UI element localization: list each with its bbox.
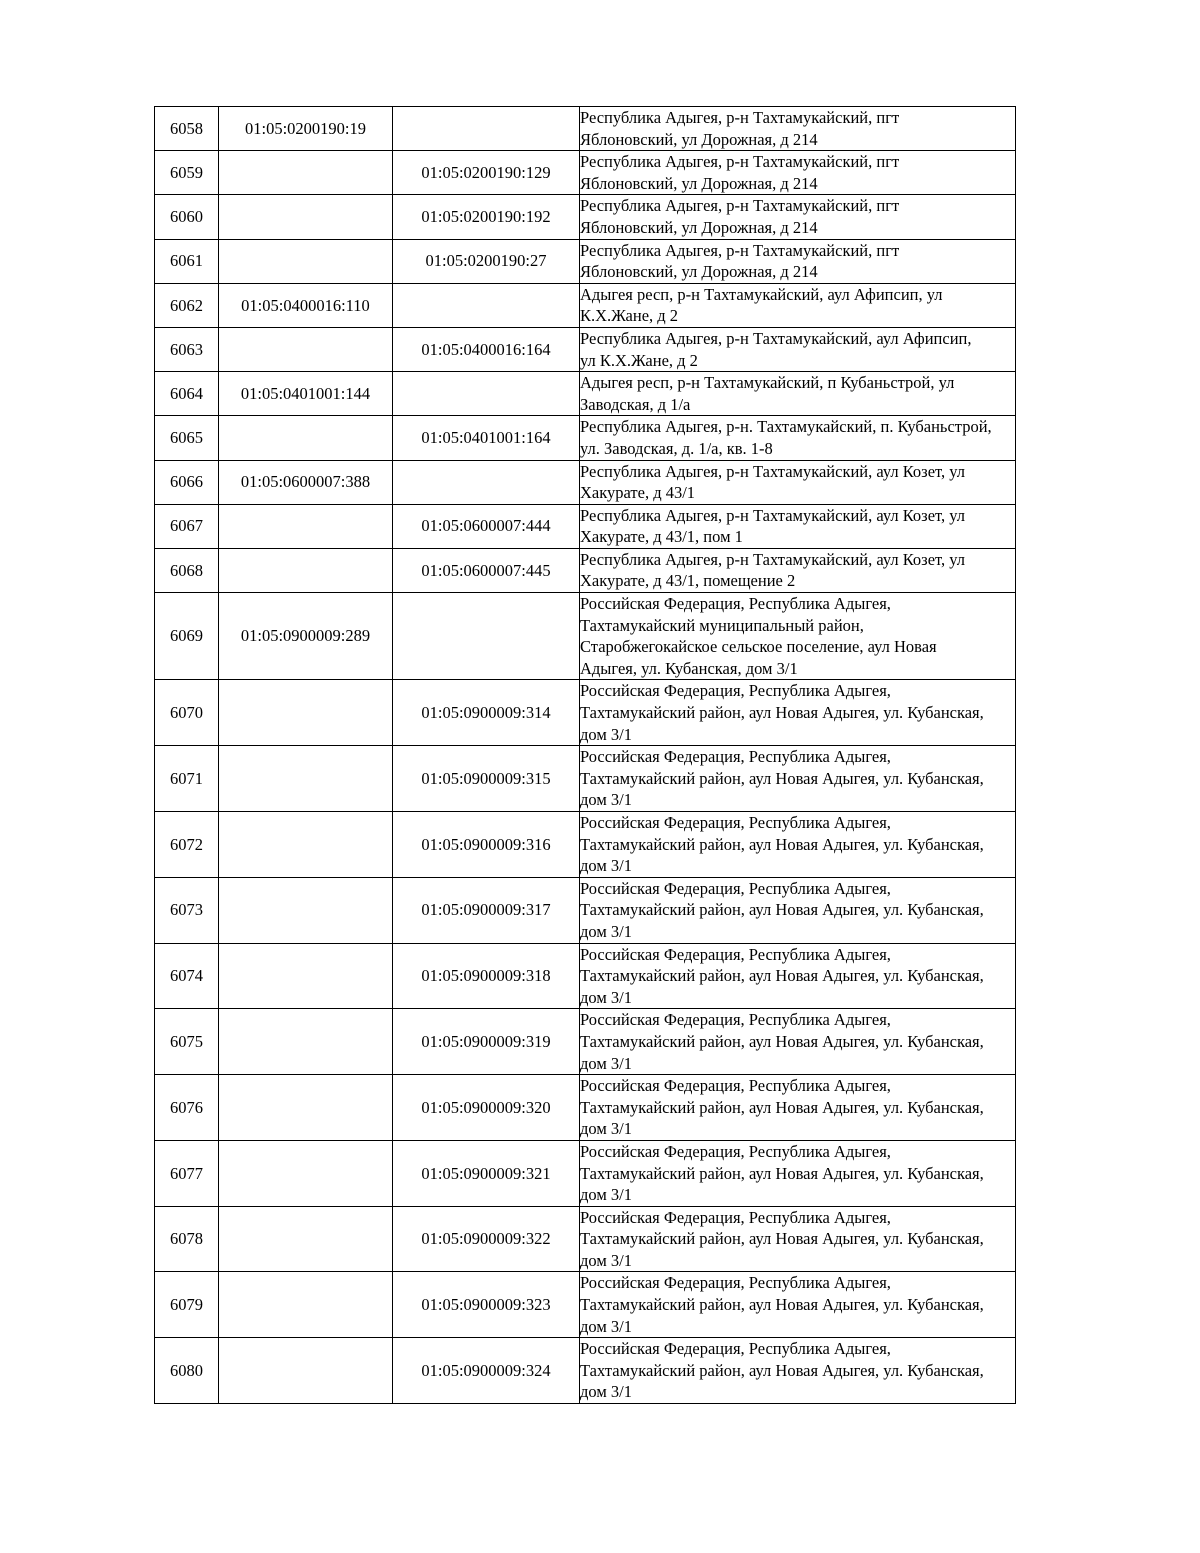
- table-body: [155, 107, 1016, 1404]
- address-line: Адыгея, ул. Кубанская, дом 3/1: [580, 658, 798, 678]
- child-cadastral-number: 01:05:0900009:323: [393, 1272, 580, 1338]
- row-number: 6078: [155, 1206, 219, 1272]
- row-number: 6061: [155, 239, 219, 283]
- address-line: дом 3/1: [580, 1250, 632, 1270]
- address-line: Тахтамукайский район, аул Новая Адыгея, ул. Кубанская,: [580, 1295, 984, 1315]
- row-number: 6077: [155, 1140, 219, 1206]
- address-line: Российская Федерация, Республика Адыгея,: [580, 747, 891, 767]
- parent-cadastral-number: 01:05:0600007:388: [219, 460, 393, 504]
- parent-cadastral-number: [219, 151, 393, 195]
- row-number: 6080: [155, 1338, 219, 1404]
- table-row: [155, 1206, 1016, 1272]
- address-line: дом 3/1: [580, 1119, 632, 1139]
- row-number: 6076: [155, 1075, 219, 1141]
- row-number: 6063: [155, 327, 219, 371]
- address-line: Российская Федерация, Республика Адыгея,: [580, 878, 891, 898]
- address-line: Республика Адыгея, р-н Тахтамукайский, аул Козет, ул: [580, 549, 966, 569]
- address-line: дом 3/1: [580, 1053, 632, 1073]
- child-cadastral-number: 01:05:0600007:444: [393, 504, 580, 548]
- address-cell: [580, 151, 1016, 195]
- address-cell: [580, 548, 1016, 592]
- address-line: Российская Федерация, Республика Адыгея,: [580, 1076, 891, 1096]
- child-cadastral-number: 01:05:0900009:317: [393, 877, 580, 943]
- child-cadastral-number: 01:05:0900009:319: [393, 1009, 580, 1075]
- address-line: Республика Адыгея, р-н Тахтамукайский, пгт: [580, 108, 900, 127]
- address-cell: [580, 1338, 1016, 1404]
- child-cadastral-number: [393, 460, 580, 504]
- address-cell: [580, 195, 1016, 239]
- table-row: [155, 943, 1016, 1009]
- address-line: дом 3/1: [580, 987, 632, 1007]
- parent-cadastral-number: [219, 239, 393, 283]
- parent-cadastral-number: [219, 943, 393, 1009]
- address-line: дом 3/1: [580, 724, 632, 744]
- table-row: [155, 416, 1016, 460]
- child-cadastral-number: 01:05:0900009:314: [393, 680, 580, 746]
- address-cell: [580, 504, 1016, 548]
- table-row: [155, 460, 1016, 504]
- address-line: Российская Федерация, Республика Адыгея,: [580, 1207, 891, 1227]
- address-cell: [580, 812, 1016, 878]
- address-line: Российская Федерация, Республика Адыгея,: [580, 944, 891, 964]
- address-line: ул К.Х.Жане, д 2: [580, 350, 698, 370]
- address-cell: [580, 1272, 1016, 1338]
- parent-cadastral-number: [219, 195, 393, 239]
- row-number: 6075: [155, 1009, 219, 1075]
- table-row: [155, 283, 1016, 327]
- table-row: [155, 1075, 1016, 1141]
- row-number: 6069: [155, 593, 219, 680]
- table-row: [155, 680, 1016, 746]
- child-cadastral-number: 01:05:0900009:322: [393, 1206, 580, 1272]
- row-number: 6079: [155, 1272, 219, 1338]
- address-line: ул. Заводская, д. 1/а, кв. 1-8: [580, 438, 773, 458]
- row-number: 6064: [155, 372, 219, 416]
- parent-cadastral-number: [219, 877, 393, 943]
- parent-cadastral-number: [219, 1009, 393, 1075]
- address-line: дом 3/1: [580, 856, 632, 876]
- address-line: Яблоновский, ул Дорожная, д 214: [580, 262, 818, 282]
- address-line: дом 3/1: [580, 1185, 632, 1205]
- table-row: [155, 1140, 1016, 1206]
- row-number: 6060: [155, 195, 219, 239]
- address-line: дом 3/1: [580, 790, 632, 810]
- address-line: Тахтамукайский район, аул Новая Адыгея, ул. Кубанская,: [580, 1031, 984, 1051]
- parent-cadastral-number: [219, 1075, 393, 1141]
- child-cadastral-number: [393, 107, 580, 151]
- table-row: [155, 107, 1016, 151]
- address-line: Тахтамукайский район, аул Новая Адыгея, ул. Кубанская,: [580, 900, 984, 920]
- address-line: дом 3/1: [580, 921, 632, 941]
- address-cell: [580, 1009, 1016, 1075]
- parent-cadastral-number: [219, 746, 393, 812]
- parent-cadastral-number: [219, 548, 393, 592]
- address-cell: [580, 283, 1016, 327]
- table-row: [155, 1338, 1016, 1404]
- address-line: Яблоновский, ул Дорожная, д 214: [580, 129, 818, 149]
- row-number: 6074: [155, 943, 219, 1009]
- table-row: [155, 877, 1016, 943]
- row-number: 6067: [155, 504, 219, 548]
- address-cell: [580, 239, 1016, 283]
- child-cadastral-number: 01:05:0400016:164: [393, 327, 580, 371]
- address-line: Хакурате, д 43/1: [580, 483, 696, 503]
- child-cadastral-number: 01:05:0900009:321: [393, 1140, 580, 1206]
- child-cadastral-number: 01:05:0900009:316: [393, 812, 580, 878]
- address-line: Республика Адыгея, р-н Тахтамукайский, пгт: [580, 240, 900, 260]
- address-line: Яблоновский, ул Дорожная, д 214: [580, 173, 818, 193]
- child-cadastral-number: [393, 283, 580, 327]
- parent-cadastral-number: [219, 1140, 393, 1206]
- child-cadastral-number: [393, 372, 580, 416]
- parent-cadastral-number: [219, 1338, 393, 1404]
- parent-cadastral-number: 01:05:0401001:144: [219, 372, 393, 416]
- child-cadastral-number: 01:05:0200190:27: [393, 239, 580, 283]
- address-cell: [580, 680, 1016, 746]
- parent-cadastral-number: [219, 1272, 393, 1338]
- parent-cadastral-number: [219, 416, 393, 460]
- address-line: дом 3/1: [580, 1382, 632, 1402]
- child-cadastral-number: 01:05:0900009:318: [393, 943, 580, 1009]
- address-line: дом 3/1: [580, 1316, 632, 1336]
- row-number: 6058: [155, 107, 219, 151]
- child-cadastral-number: 01:05:0401001:164: [393, 416, 580, 460]
- child-cadastral-number: 01:05:0600007:445: [393, 548, 580, 592]
- table-row: [155, 812, 1016, 878]
- address-line: Республика Адыгея, р-н Тахтамукайский, аул Афипсип,: [580, 328, 972, 348]
- child-cadastral-number: [393, 593, 580, 680]
- address-cell: [580, 1140, 1016, 1206]
- address-line: Республика Адыгея, р-н Тахтамукайский, пгт: [580, 196, 900, 216]
- address-cell: [580, 327, 1016, 371]
- address-line: К.Х.Жане, д 2: [580, 306, 679, 326]
- table-row: [155, 195, 1016, 239]
- child-cadastral-number: 01:05:0900009:324: [393, 1338, 580, 1404]
- address-line: Старобжегокайское сельское поселение, аул Новая: [580, 637, 937, 657]
- address-line: Тахтамукайский муниципальный район,: [580, 615, 864, 635]
- table-row: [155, 239, 1016, 283]
- address-line: Российская Федерация, Республика Адыгея,: [580, 1141, 891, 1161]
- table-row: [155, 548, 1016, 592]
- address-line: Адыгея респ, р-н Тахтамукайский, п Кубаньстрой, ул: [580, 373, 955, 393]
- parent-cadastral-number: [219, 680, 393, 746]
- address-line: Хакурате, д 43/1, пом 1: [580, 527, 743, 547]
- row-number: 6066: [155, 460, 219, 504]
- table-row: [155, 1272, 1016, 1338]
- address-line: Тахтамукайский район, аул Новая Адыгея, ул. Кубанская,: [580, 703, 984, 723]
- row-number: 6070: [155, 680, 219, 746]
- address-cell: [580, 1075, 1016, 1141]
- address-cell: [580, 460, 1016, 504]
- row-number: 6062: [155, 283, 219, 327]
- table-row: [155, 504, 1016, 548]
- address-line: Заводская, д 1/а: [580, 394, 691, 414]
- address-cell: [580, 877, 1016, 943]
- address-line: Российская Федерация, Республика Адыгея,: [580, 813, 891, 832]
- row-number: 6068: [155, 548, 219, 592]
- table-row: [155, 327, 1016, 371]
- row-number: 6059: [155, 151, 219, 195]
- address-line: Республика Адыгея, р-н. Тахтамукайский, п. Кубаньстрой,: [580, 417, 992, 437]
- address-line: Республика Адыгея, р-н Тахтамукайский, пгт: [580, 152, 900, 172]
- address-line: Тахтамукайский район, аул Новая Адыгея, ул. Кубанская,: [580, 768, 984, 788]
- child-cadastral-number: 01:05:0900009:320: [393, 1075, 580, 1141]
- row-number: 6073: [155, 877, 219, 943]
- address-cell: [580, 593, 1016, 680]
- address-line: Тахтамукайский район, аул Новая Адыгея, ул. Кубанская,: [580, 1163, 984, 1183]
- table-row: [155, 1009, 1016, 1075]
- address-line: Российская Федерация, Республика Адыгея,: [580, 1339, 891, 1359]
- parent-cadastral-number: [219, 1206, 393, 1272]
- parent-cadastral-number: 01:05:0200190:19: [219, 107, 393, 151]
- table-row: [155, 593, 1016, 680]
- address-line: Адыгея респ, р-н Тахтамукайский, аул Афипсип, ул: [580, 284, 943, 304]
- address-line: Российская Федерация, Республика Адыгея,: [580, 1010, 891, 1030]
- parent-cadastral-number: 01:05:0900009:289: [219, 593, 393, 680]
- address-cell: [580, 1206, 1016, 1272]
- address-line: Тахтамукайский район, аул Новая Адыгея, ул. Кубанская,: [580, 966, 984, 986]
- address-line: Российская Федерация, Республика Адыгея,: [580, 1273, 891, 1293]
- address-line: Яблоновский, ул Дорожная, д 214: [580, 217, 818, 237]
- address-line: Республика Адыгея, р-н Тахтамукайский, аул Козет, ул: [580, 505, 966, 525]
- row-number: 6071: [155, 746, 219, 812]
- address-cell: [580, 416, 1016, 460]
- parent-cadastral-number: [219, 504, 393, 548]
- cadastral-table: [154, 106, 1016, 1404]
- parent-cadastral-number: [219, 327, 393, 371]
- parent-cadastral-number: 01:05:0400016:110: [219, 283, 393, 327]
- address-line: Тахтамукайский район, аул Новая Адыгея, ул. Кубанская,: [580, 1229, 984, 1249]
- address-line: Тахтамукайский район, аул Новая Адыгея, ул. Кубанская,: [580, 1360, 984, 1380]
- child-cadastral-number: 01:05:0200190:192: [393, 195, 580, 239]
- address-line: Тахтамукайский район, аул Новая Адыгея, ул. Кубанская,: [580, 834, 984, 854]
- row-number: 6065: [155, 416, 219, 460]
- address-cell: [580, 372, 1016, 416]
- row-number: 6072: [155, 812, 219, 878]
- address-cell: [580, 746, 1016, 812]
- address-line: Тахтамукайский район, аул Новая Адыгея, ул. Кубанская,: [580, 1097, 984, 1117]
- address-line: Российская Федерация, Республика Адыгея,: [580, 594, 891, 614]
- table-row: [155, 372, 1016, 416]
- parent-cadastral-number: [219, 812, 393, 878]
- address-line: Республика Адыгея, р-н Тахтамукайский, аул Козет, ул: [580, 461, 966, 481]
- address-cell: [580, 107, 1016, 151]
- address-line: Российская Федерация, Республика Адыгея,: [580, 681, 891, 701]
- child-cadastral-number: 01:05:0900009:315: [393, 746, 580, 812]
- address-line: Хакурате, д 43/1, помещение 2: [580, 571, 796, 591]
- table-row: [155, 151, 1016, 195]
- address-cell: [580, 943, 1016, 1009]
- child-cadastral-number: 01:05:0200190:129: [393, 151, 580, 195]
- table-row: [155, 746, 1016, 812]
